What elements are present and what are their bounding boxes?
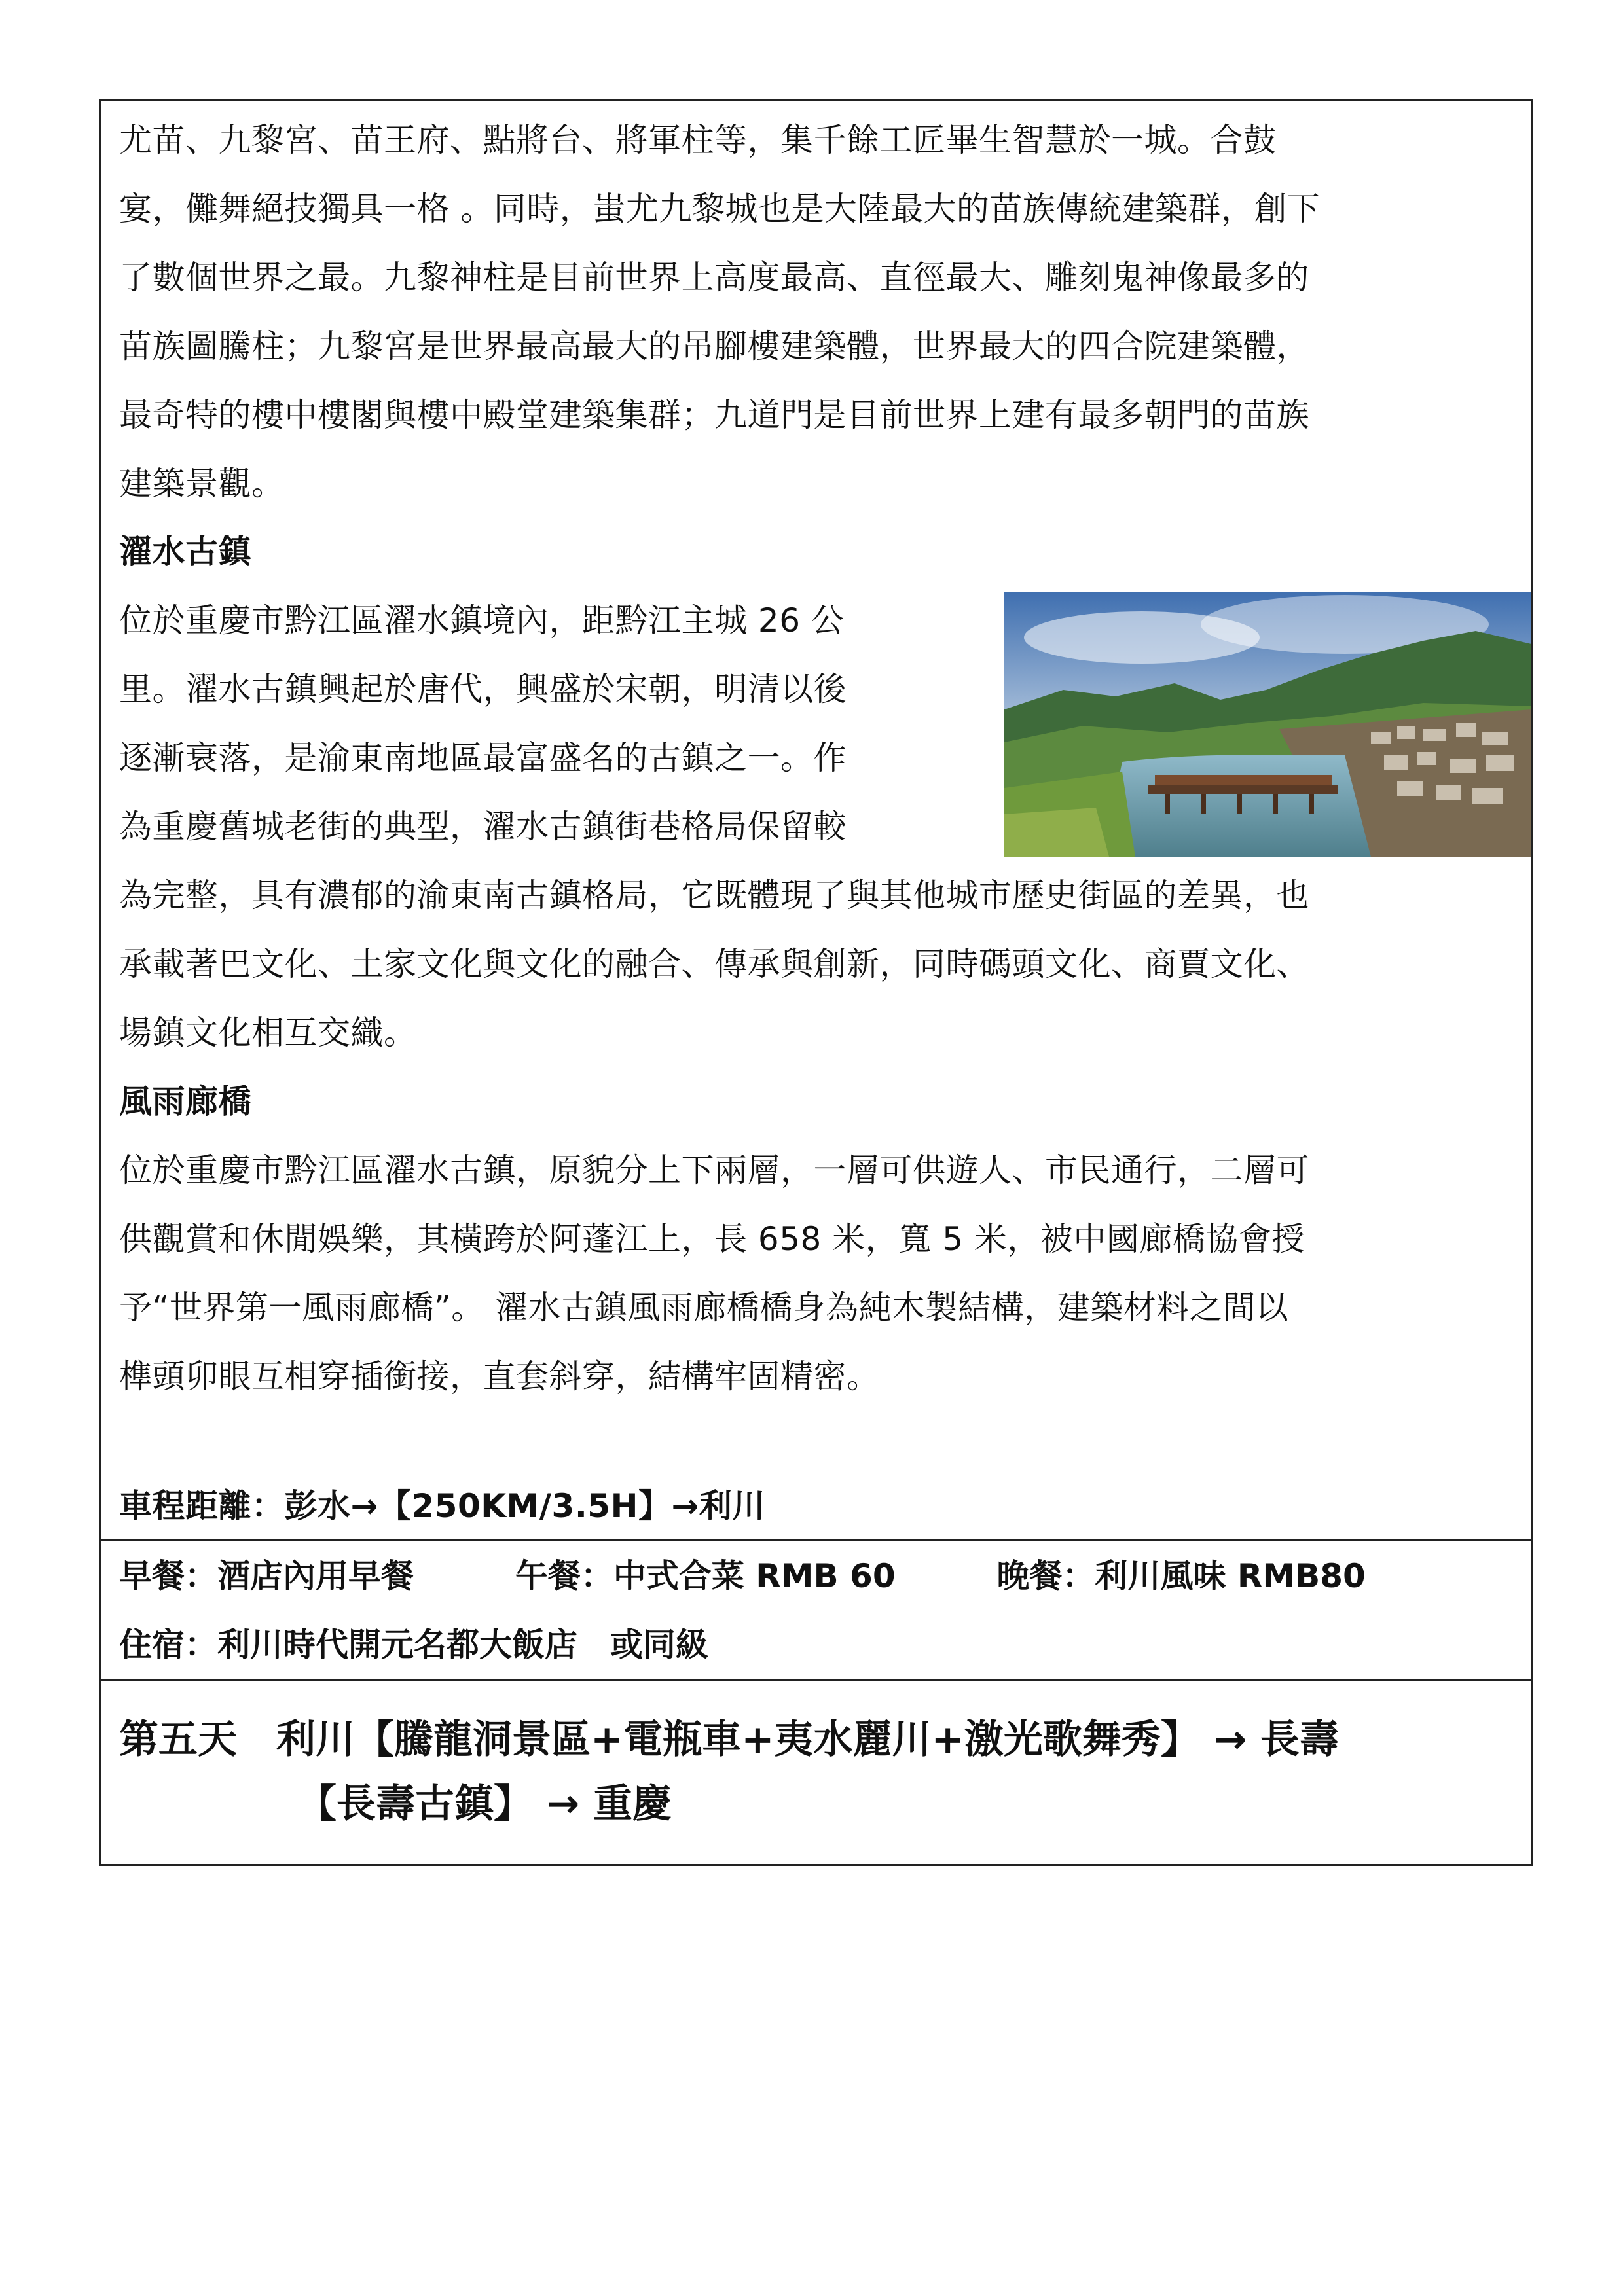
day-five-title-line2: 【長壽古鎮】 → 重慶	[297, 1781, 672, 1827]
text-line: 承載著巴文化、土家文化與文化的融合、傳承與創新，同時碼頭文化、商賈文化、	[119, 945, 1309, 983]
text-line: 里。濯水古鎮興起於唐代，興盛於宋朝，明清以後	[119, 670, 847, 708]
text-line: 建築景觀。	[119, 465, 285, 503]
description-section	[101, 101, 1531, 1541]
text-line: 予“世界第一風雨廊橋”。 濯水古鎮風雨廊橋橋身為純木製結構，建築材料之間以	[119, 1289, 1289, 1327]
text-line: 為重慶舊城老街的典型，濯水古鎮街巷格局保留較	[119, 808, 847, 846]
text-line: 宴，儺舞絕技獨具一格 。同時，蚩尤九黎城也是大陸最大的苗族傳統建築群，創下	[119, 190, 1321, 228]
lodging-info: 住宿：利川時代開元名都大飯店 或同級	[119, 1626, 708, 1664]
itinerary-frame	[99, 99, 1533, 1866]
meals-lodging-section	[101, 1541, 1531, 1681]
zhuoshui-heading: 濯水古鎮	[119, 533, 251, 571]
text-line: 位於重慶市黔江區濯水鎮境內，距黔江主城 26 公	[119, 601, 845, 639]
zhuoshui-paragraph-wrapped	[119, 586, 847, 861]
text-line: 榫頭卯眼互相穿插銜接，直套斜穿，結構牢固精密。	[119, 1357, 880, 1395]
covered-bridge-paragraph	[119, 1136, 1309, 1411]
text-line: 逐漸衰落，是渝東南地區最富盛名的古鎮之一。作	[119, 739, 847, 777]
text-line: 供觀賞和休閒娛樂，其橫跨於阿蓬江上，長 658 米，寬 5 米，被中國廊橋協會授	[119, 1220, 1305, 1258]
text-line: 為完整，具有濃郁的渝東南古鎮格局，它既體現了與其他城市歷史街區的差異，也	[119, 876, 1309, 914]
breakfast-info: 早餐：酒店內用早餐	[119, 1557, 414, 1595]
text-line: 了數個世界之最。九黎神柱是目前世界上高度最高、直徑最大、雕刻鬼神像最多的	[119, 259, 1309, 296]
zhuoshui-paragraph-full	[119, 861, 1309, 1067]
day-five-title-line1: 第五天 利川【騰龍洞景區+電瓶車+夷水麗川+激光歌舞秀】 → 長壽	[119, 1717, 1339, 1763]
jiuli-city-paragraph	[119, 106, 1320, 518]
covered-bridge-heading: 風雨廊橋	[119, 1083, 251, 1121]
zhuoshui-town-photo	[1004, 592, 1531, 857]
text-line: 場鎮文化相互交織。	[119, 1014, 417, 1052]
text-line: 最奇特的樓中樓閣與樓中殿堂建築集群；九道門是目前世界上建有最多朝門的苗族	[119, 396, 1309, 434]
text-line: 苗族圖騰柱；九黎宮是世界最高最大的吊腳樓建築體，世界最大的四合院建築體，	[119, 327, 1309, 365]
landscape-image	[1004, 592, 1531, 857]
text-line: 位於重慶市黔江區濯水古鎮，原貌分上下兩層，一層可供遊人、市民通行，二層可	[119, 1151, 1309, 1189]
text-line: 尤苗、九黎宮、苗王府、點將台、將軍柱等，集千餘工匠畢生智慧於一城。合鼓	[119, 121, 1277, 159]
lunch-info: 午餐：中式合菜 RMB 60	[515, 1557, 896, 1595]
dinner-info: 晚餐：利川風味 RMB80	[996, 1557, 1366, 1595]
meals-line	[119, 1542, 1366, 1611]
driving-distance: 車程距離：彭水→【250KM/3.5H】→利川	[119, 1487, 765, 1525]
day-five-section	[101, 1681, 1531, 1864]
